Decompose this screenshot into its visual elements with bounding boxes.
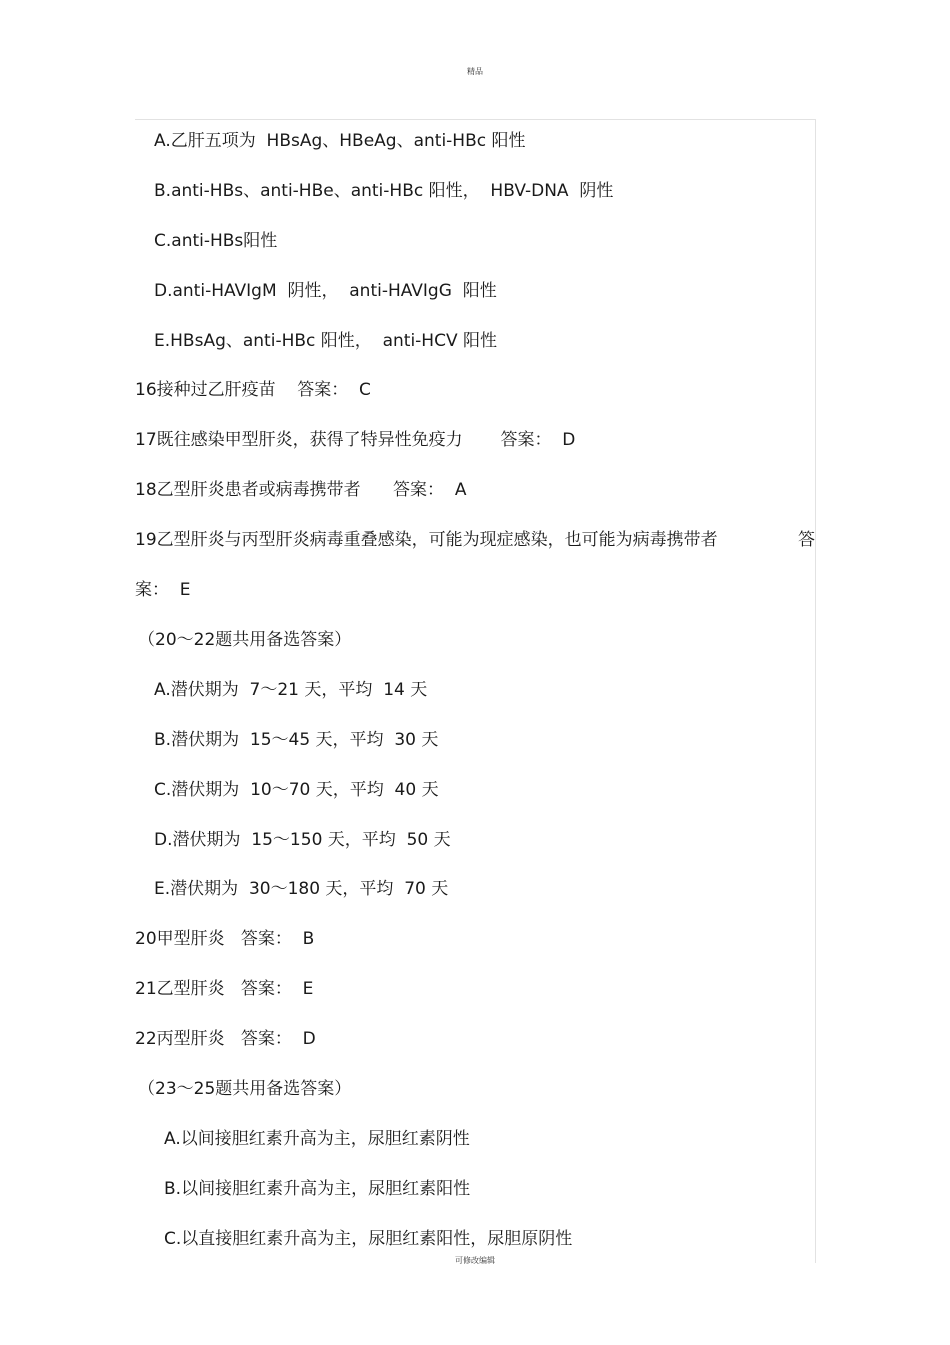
option-e: E.潜伏期为 30～180 天，平均 70 天 (154, 879, 449, 899)
group-title-23-25: （23～25题共用备选答案） (138, 1079, 352, 1099)
option-c: C.anti-HBs阳性 (154, 231, 278, 251)
page-header: 精品 (467, 67, 483, 76)
question-19 (135, 529, 815, 551)
question-21: 21乙型肝炎 答案： E (135, 979, 314, 999)
question-22: 22丙型肝炎 答案： D (135, 1029, 316, 1049)
option-d: D.anti-HAVIgM 阴性， anti-HAVIgG 阳性 (154, 281, 497, 301)
question-19-tail: 答 (798, 530, 815, 550)
option-b: B.anti-HBs、anti-HBe、anti-HBc 阳性， HBV-DNA 阴性 (154, 181, 614, 201)
option-e: E.HBsAg、anti-HBc 阳性， anti-HCV 阳性 (154, 331, 497, 351)
option-b: B.以间接胆红素升高为主，尿胆红素阳性 (164, 1179, 471, 1199)
question-18: 18乙型肝炎患者或病毒携带者 答案： A (135, 480, 467, 500)
option-b: B.潜伏期为 15～45 天，平均 30 天 (154, 730, 439, 750)
option-a: A.乙肝五项为 HBsAg、HBeAg、anti-HBc 阳性 (154, 131, 526, 151)
top-rule (135, 119, 816, 120)
option-a: A.以间接胆红素升高为主，尿胆红素阴性 (164, 1129, 470, 1149)
option-c: C.以直接胆红素升高为主，尿胆红素阳性，尿胆原阴性 (164, 1229, 573, 1249)
right-rule (815, 119, 816, 1263)
question-19-text: 19乙型肝炎与丙型肝炎病毒重叠感染，可能为现症感染，也可能为病毒携带者 (135, 530, 718, 550)
page-footer: 可修改编辑 (455, 1256, 495, 1265)
option-d: D.潜伏期为 15～150 天，平均 50 天 (154, 830, 451, 850)
option-c: C.潜伏期为 10～70 天，平均 40 天 (154, 780, 439, 800)
question-16: 16接种过乙肝疫苗 答案： C (135, 380, 371, 400)
question-17: 17既往感染甲型肝炎，获得了特异性免疫力 答案： D (135, 430, 576, 450)
option-a: A.潜伏期为 7～21 天，平均 14 天 (154, 680, 428, 700)
group-title-20-22: （20～22题共用备选答案） (138, 630, 352, 650)
question-20: 20甲型肝炎 答案： B (135, 929, 315, 949)
question-19-continued: 案： E (135, 580, 191, 600)
